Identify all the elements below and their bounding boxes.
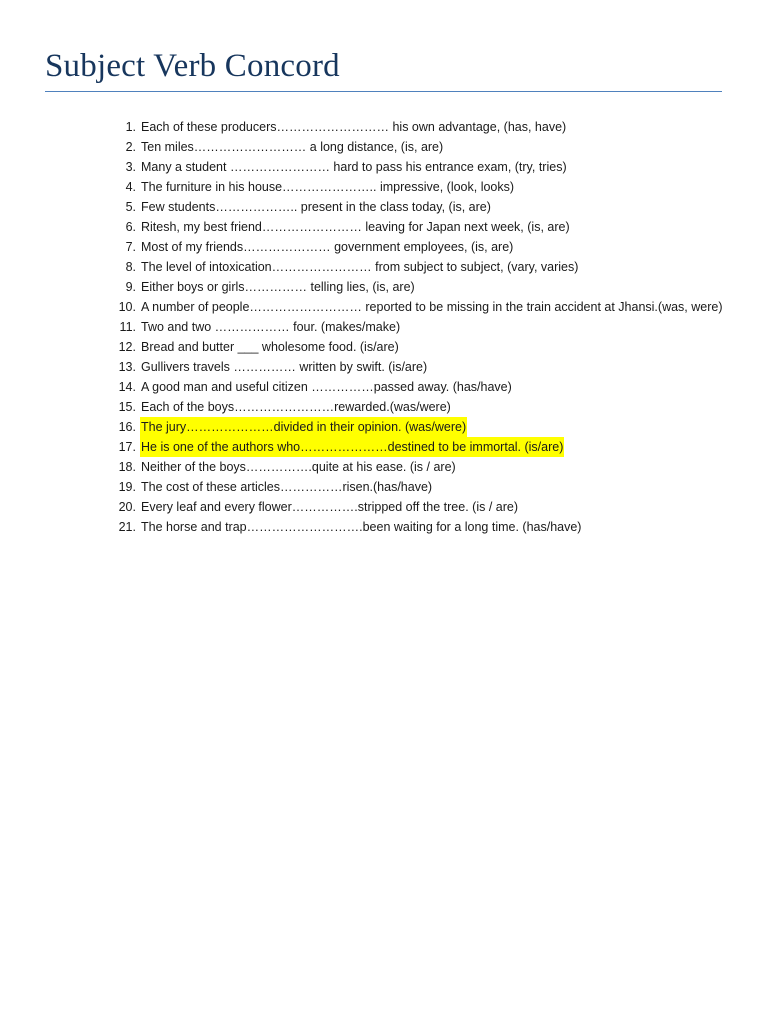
question-text: Every leaf and every flower…………….stripped off the tree. (is / are) bbox=[141, 500, 518, 514]
question-number: 11. bbox=[119, 320, 136, 334]
question-number: 19. bbox=[118, 480, 136, 494]
question-text: Bread and butter ___ wholesome food. (is/are) bbox=[141, 340, 399, 354]
question-text: Ritesh, my best friend…………………… leaving for Japan next week, (is, are) bbox=[141, 220, 570, 234]
question-number: 14. bbox=[118, 380, 136, 394]
question-text: The level of intoxication…………………… from subject to subject, (vary, varies) bbox=[141, 260, 579, 274]
question-number: 2. bbox=[125, 140, 136, 154]
question-number: 7. bbox=[125, 240, 136, 254]
question-text: Most of my friends………………… government employees, (is, are) bbox=[141, 240, 514, 254]
question-number: 8. bbox=[125, 260, 136, 274]
question-text: Either boys or girls…………… telling lies, (is, are) bbox=[141, 280, 415, 294]
title-underline bbox=[45, 91, 722, 92]
question-text: The furniture in his house………………….. impressive, (look, looks) bbox=[141, 180, 515, 194]
question-text: A good man and useful citizen ……………passed away. (has/have) bbox=[141, 380, 512, 394]
question-text-highlighted: He is one of the authors who…………………destined to be immortal. (is/are) bbox=[140, 437, 564, 457]
question-text: A number of people……………………… reported to be missing in the train accident at Jhansi.(was, were) bbox=[141, 300, 723, 314]
question-number: 3. bbox=[125, 160, 136, 174]
question-number: 17. bbox=[118, 440, 136, 454]
question-number: 10. bbox=[118, 300, 136, 314]
question-number: 15. bbox=[118, 400, 136, 414]
question-number: 5. bbox=[125, 200, 136, 214]
question-text: Ten miles……………………… a long distance, (is, are) bbox=[141, 140, 444, 154]
question-text: Each of the boys……………………rewarded.(was/were) bbox=[141, 400, 451, 414]
question-text: Each of these producers……………………… his own advantage, (has, have) bbox=[141, 120, 567, 134]
question-number: 9. bbox=[125, 280, 136, 294]
question-number: 20. bbox=[118, 500, 136, 514]
question-number: 21. bbox=[118, 520, 136, 534]
question-number: 16. bbox=[118, 420, 136, 434]
question-number: 4. bbox=[125, 180, 136, 194]
question-text: Neither of the boys…………….quite at his ease. (is / are) bbox=[141, 460, 456, 474]
question-text-highlighted: The jury…………………divided in their opinion. (was/were) bbox=[140, 417, 467, 437]
question-number: 12. bbox=[118, 340, 136, 354]
question-number: 6. bbox=[125, 220, 136, 234]
question-text: Many a student …………………… hard to pass his entrance exam, (try, tries) bbox=[141, 160, 567, 174]
question-text: The horse and trap……………………….been waiting for a long time. (has/have) bbox=[141, 520, 582, 534]
question-text: The cost of these articles……………risen.(has/have) bbox=[141, 480, 433, 494]
document-title: Subject Verb Concord bbox=[45, 48, 340, 84]
question-number: 1. bbox=[125, 120, 136, 134]
question-text: Few students……………….. present in the class today, (is, are) bbox=[141, 200, 491, 214]
question-number: 18. bbox=[118, 460, 136, 474]
question-number: 13. bbox=[118, 360, 136, 374]
question-text: Gullivers travels …………… written by swift. (is/are) bbox=[141, 360, 428, 374]
question-text: Two and two ……………… four. (makes/make) bbox=[141, 320, 401, 334]
